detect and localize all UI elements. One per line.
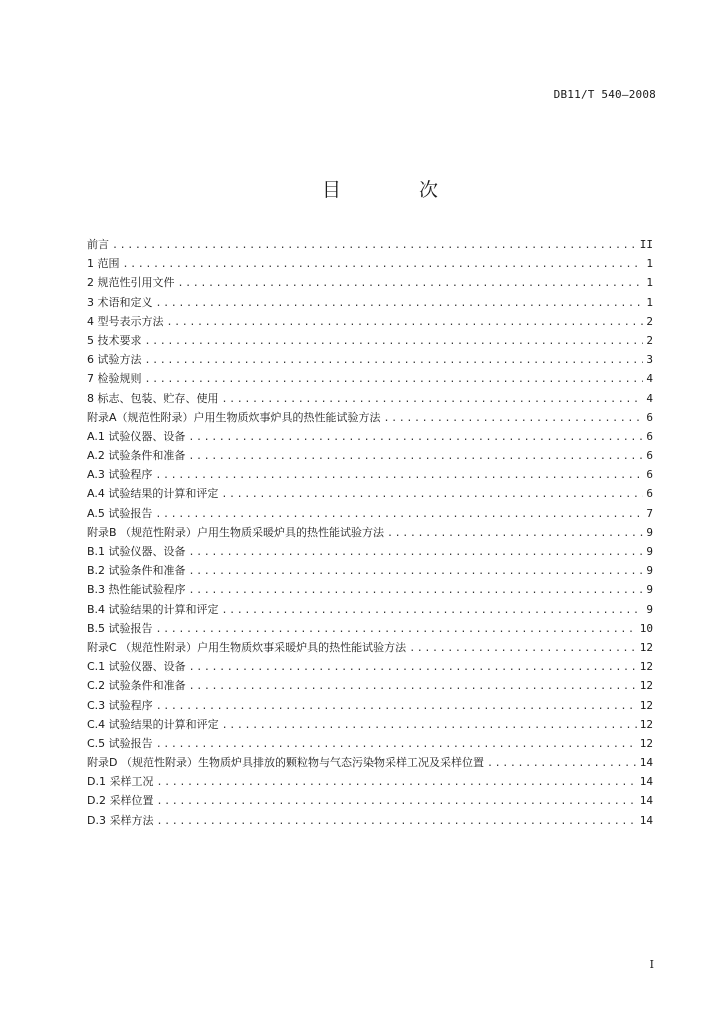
- toc-entry-label: 附录C （规范性附录）户用生物质炊事采暖炉具的热性能试验方法: [87, 640, 407, 654]
- toc-entry-label: 2 规范性引用文件: [87, 276, 175, 290]
- toc-leader-dots: [384, 409, 644, 427]
- toc-leader-dots: [188, 447, 643, 465]
- toc-entry-page: 9: [646, 602, 653, 616]
- toc-entry[interactable]: [87, 465, 653, 484]
- toc-entry-page: 14: [639, 813, 653, 827]
- toc-entry[interactable]: [87, 811, 653, 830]
- toc-leader-dots: [156, 773, 636, 791]
- toc-entry-page: 1: [646, 295, 653, 309]
- toc-leader-dots: [156, 812, 636, 830]
- toc-leader-dots: [156, 294, 644, 312]
- toc-entry[interactable]: [87, 772, 653, 791]
- toc-entry[interactable]: [87, 504, 653, 523]
- toc-leader-dots: [188, 428, 643, 446]
- toc-entry-page: 14: [639, 794, 653, 808]
- toc-entry[interactable]: [87, 561, 653, 580]
- toc-entry-label: C.2 试验条件和准备: [87, 679, 186, 693]
- toc-entry-label: D.3 采样方法: [87, 813, 154, 827]
- toc-entry-label: 附录D （规范性附录）生物质炉具排放的颗粒物与气态污染物采样工况及采样位置: [87, 756, 484, 770]
- toc-entry[interactable]: [87, 734, 653, 753]
- toc-entry-page: 12: [639, 679, 653, 693]
- toc-entry-label: A.3 试验程序: [87, 468, 153, 482]
- toc-entry[interactable]: [87, 389, 653, 408]
- toc-entry-label: 7 检验规则: [87, 372, 142, 386]
- toc-leader-dots: [155, 505, 643, 523]
- toc-entry-page: 12: [639, 660, 653, 674]
- toc-entry-label: A.1 试验仪器、设备: [87, 429, 186, 443]
- toc-entry-page: 1: [646, 276, 653, 290]
- toc-leader-dots: [189, 543, 644, 561]
- toc-entry-page: 6: [646, 487, 653, 501]
- toc-entry[interactable]: [87, 523, 653, 542]
- toc-entry-page: II: [639, 238, 653, 251]
- toc-entry[interactable]: [87, 273, 653, 292]
- toc-leader-dots: [409, 639, 637, 657]
- toc-entry-label: D.2 采样位置: [87, 794, 154, 808]
- toc-entry[interactable]: [87, 369, 653, 388]
- toc-entry-page: 4: [646, 372, 653, 386]
- toc-entry[interactable]: [87, 580, 653, 599]
- toc-leader-dots: [222, 390, 644, 408]
- toc-entry[interactable]: [87, 542, 653, 561]
- toc-entry[interactable]: [87, 676, 653, 695]
- toc-leader-dots: [112, 236, 637, 254]
- toc-leader-dots: [156, 792, 636, 810]
- toc-leader-dots: [145, 332, 644, 350]
- toc-entry[interactable]: [87, 715, 653, 734]
- toc-leader-dots: [387, 524, 643, 542]
- toc-leader-dots: [155, 466, 643, 484]
- toc-entry-page: 6: [646, 449, 653, 463]
- toc-leader-dots: [189, 562, 644, 580]
- toc-entry-page: 10: [639, 621, 653, 635]
- toc-leader-dots: [123, 255, 644, 273]
- toc-entry-page: 6: [646, 410, 653, 424]
- toc-entry[interactable]: [87, 331, 653, 350]
- toc-entry-page: 6: [646, 468, 653, 482]
- toc-entry[interactable]: [87, 350, 653, 369]
- toc-leader-dots: [222, 601, 644, 619]
- toc-entry[interactable]: [87, 696, 653, 715]
- toc-entry[interactable]: [87, 791, 653, 810]
- toc-entry-page: 9: [646, 583, 653, 597]
- toc-entry-label: A.4 试验结果的计算和评定: [87, 487, 219, 501]
- toc-entry-label: 8 标志、包装、贮存、使用: [87, 391, 219, 405]
- toc-entry-label: 附录B （规范性附录）户用生物质采暖炉具的热性能试验方法: [87, 525, 385, 539]
- toc-entry-label: 附录A（规范性附录）户用生物质炊事炉具的热性能试验方法: [87, 410, 381, 424]
- toc-entry-page: 9: [646, 564, 653, 578]
- toc-entry-label: A.2 试验条件和准备: [87, 449, 186, 463]
- toc-entry-page: 12: [639, 717, 653, 731]
- toc-entry-label: B.1 试验仪器、设备: [87, 545, 186, 558]
- toc-entry-page: 4: [646, 391, 653, 405]
- toc-leader-dots: [156, 697, 637, 715]
- toc-entry-label: C.4 试验结果的计算和评定: [87, 717, 219, 731]
- toc-entry-label: 6 试验方法: [87, 353, 142, 367]
- toc-entry-label: A.5 试验报告: [87, 506, 153, 520]
- page-number: I: [649, 958, 654, 971]
- toc-entry-label: 5 技术要求: [87, 333, 142, 347]
- toc-entry-label: B.4 试验结果的计算和评定: [87, 602, 219, 616]
- toc-leader-dots: [156, 735, 637, 753]
- toc-entry-page: 14: [639, 775, 653, 789]
- toc-leader-dots: [145, 370, 644, 388]
- toc-entry-label: B.2 试验条件和准备: [87, 564, 186, 578]
- toc-entry-label: C.3 试验程序: [87, 698, 153, 712]
- toc-leader-dots: [178, 274, 644, 292]
- toc-entry-page: 14: [639, 756, 653, 770]
- document-code: DB11/T 540—2008: [553, 88, 656, 101]
- toc-entry[interactable]: [87, 235, 653, 254]
- toc-entry-label: 前言: [87, 238, 109, 251]
- toc-leader-dots: [189, 677, 637, 695]
- toc-entry-label: D.1 采样工况: [87, 775, 154, 789]
- toc-title: 目 次: [321, 179, 475, 201]
- toc-leader-dots: [487, 754, 637, 772]
- toc-entry[interactable]: [87, 446, 653, 465]
- toc-entry-label: C.1 试验仪器、设备: [87, 660, 186, 674]
- toc-entry-page: 1: [646, 257, 653, 271]
- toc-entry[interactable]: [87, 619, 653, 638]
- toc-entry[interactable]: [87, 484, 653, 503]
- toc-entry-page: 2: [646, 333, 653, 347]
- toc-entry[interactable]: [87, 254, 653, 273]
- toc-entry[interactable]: [87, 293, 653, 312]
- toc-entry[interactable]: [87, 600, 653, 619]
- toc-entry-page: 2: [646, 314, 653, 328]
- toc-entry-label: 1 范围: [87, 257, 120, 271]
- toc-entry-page: 9: [646, 525, 653, 539]
- toc-entry-page: 9: [646, 545, 653, 558]
- toc-leader-dots: [221, 485, 643, 503]
- toc-entry-page: 12: [639, 736, 653, 750]
- toc-leader-dots: [145, 351, 644, 369]
- toc-entry-label: 4 型号表示方法: [87, 314, 164, 328]
- toc-entry-page: 6: [646, 429, 653, 443]
- toc-entry[interactable]: [87, 408, 653, 427]
- toc-entry-page: 12: [639, 698, 653, 712]
- toc-entry[interactable]: [87, 427, 653, 446]
- toc-leader-dots: [222, 716, 637, 734]
- toc-leader-dots: [156, 620, 637, 638]
- toc-leader-dots: [189, 581, 644, 599]
- toc-entry[interactable]: [87, 657, 653, 676]
- toc-entry-page: 12: [639, 640, 653, 654]
- toc-leader-dots: [167, 313, 644, 331]
- toc-entry-page: 3: [646, 353, 653, 367]
- table-of-contents: [87, 235, 653, 830]
- toc-entry[interactable]: [87, 753, 653, 772]
- toc-entry-label: B.5 试验报告: [87, 621, 153, 635]
- toc-entry-label: B.3 热性能试验程序: [87, 583, 186, 597]
- toc-entry[interactable]: [87, 312, 653, 331]
- toc-entry[interactable]: [87, 638, 653, 657]
- toc-entry-page: 7: [646, 506, 653, 520]
- toc-leader-dots: [189, 658, 637, 676]
- toc-entry-label: C.5 试验报告: [87, 736, 153, 750]
- toc-entry-label: 3 术语和定义: [87, 295, 153, 309]
